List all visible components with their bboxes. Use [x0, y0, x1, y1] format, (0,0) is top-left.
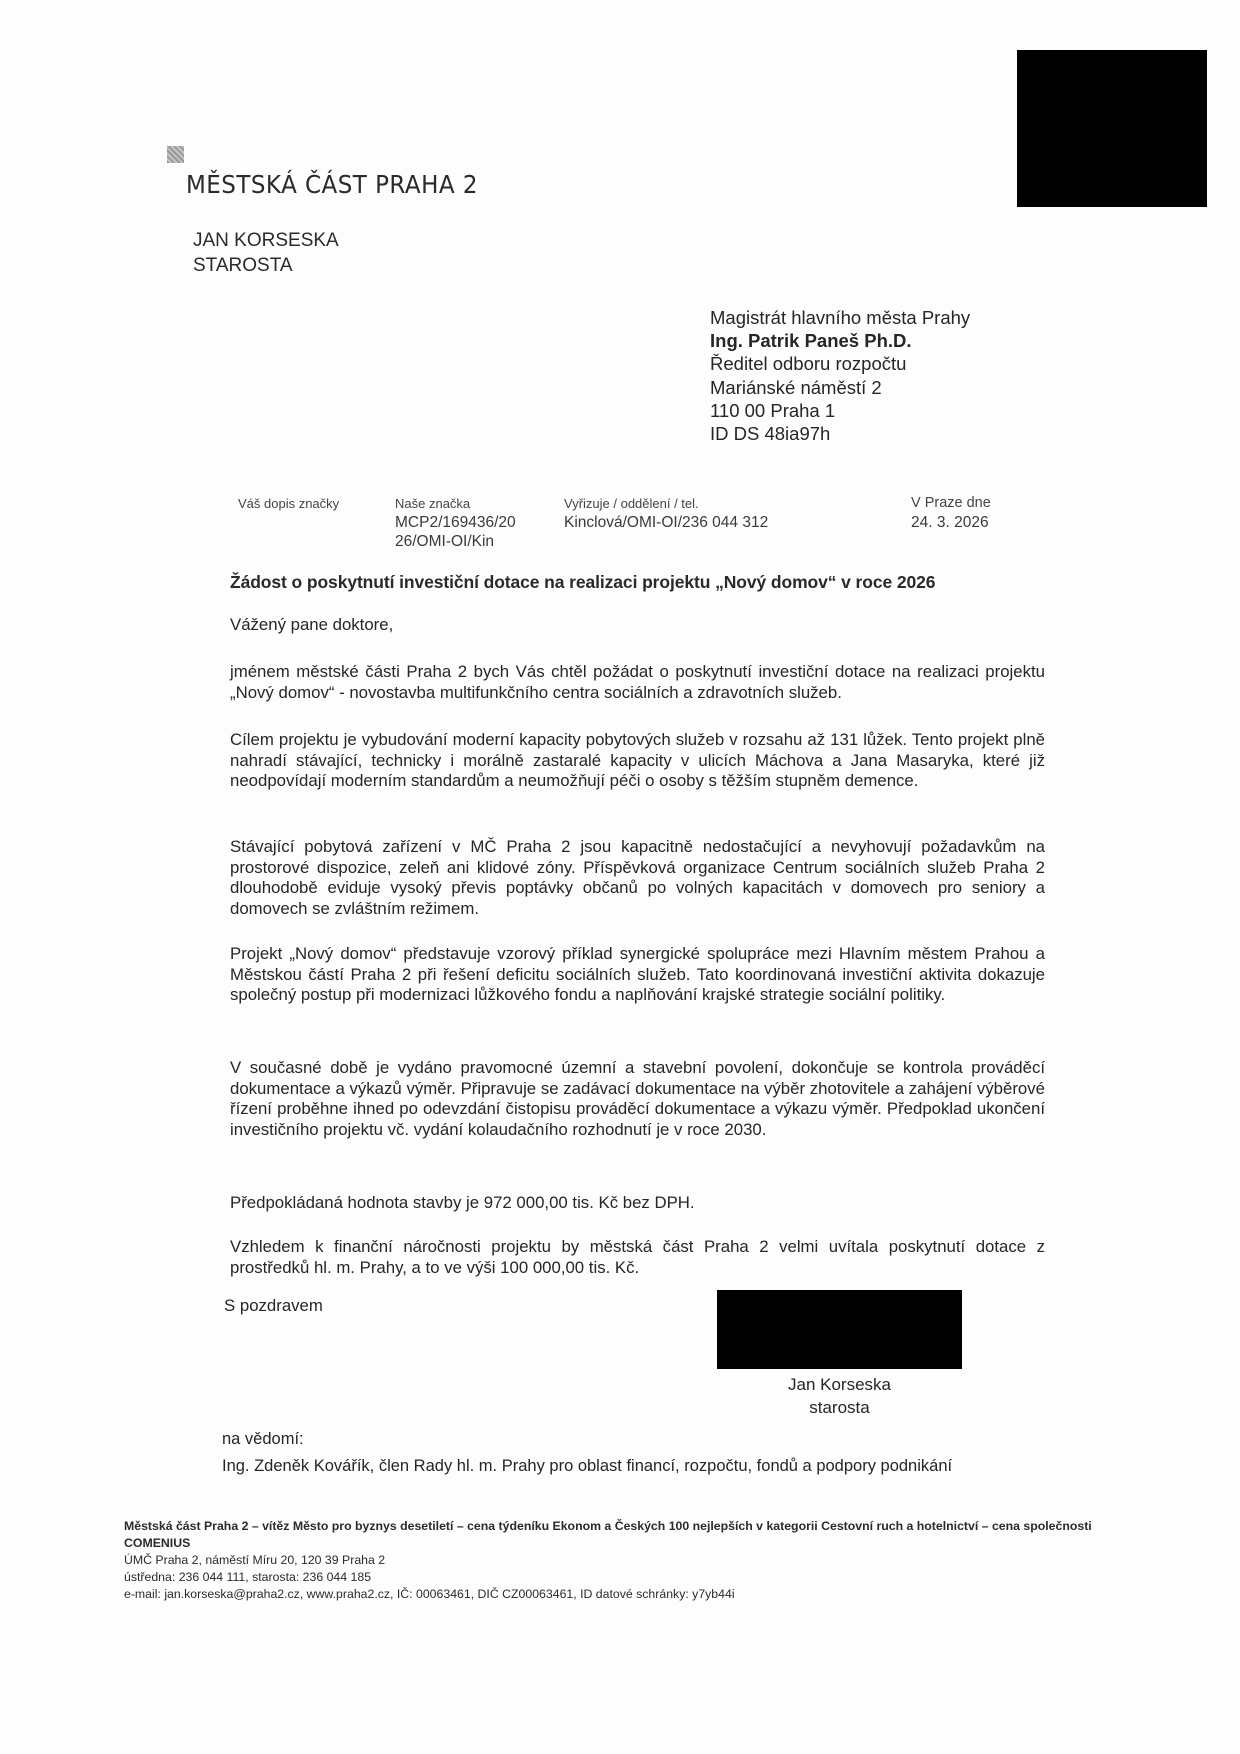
handled-by-value: Kinclová/OMI-OI/236 044 312 — [564, 514, 769, 531]
sender-title: STAROSTA — [193, 255, 293, 276]
paragraph-cooperation: Projekt „Nový domov“ představuje vzorový příklad synergické spolupráce mezi Hlavním městem Prahou a Městskou částí Praha 2 při řešení deficitu sociálních služeb. Tato koordinovaná investiční aktivita dokazuje společný postup při modernizaci lůžkového fondu a naplňování krajské strategie sociální politiky. — [230, 944, 1045, 1004]
letter-subject: Žádost o poskytnutí investiční dotace na realizaci projektu „Nový domov“ v roce 2026 — [230, 572, 936, 592]
our-reference-label: Naše značka — [395, 496, 471, 511]
recipient-name: Ing. Patrik Paneš Ph.D. — [710, 330, 912, 352]
place-date-label: V Praze dne — [911, 495, 991, 511]
redacted-signature — [717, 1290, 962, 1369]
footer-phones: ústředna: 236 044 111, starosta: 236 044 185 — [124, 1570, 372, 1584]
recipient-data-box-id: ID DS 48ia97h — [710, 423, 831, 445]
paragraph-project-goal: Cílem projektu je vybudování moderní kapacity pobytových služeb v rozsahu až 131 lůžek. Tento projekt plně nahradí stávající, technicky i morálně zastaralé kapacity v ulicích Máchova a Jana Masaryka, které již neodpovídají moderním standardům a neumožňují péči o osoby s těžším stupněm demence. — [230, 730, 1045, 790]
place-date — [911, 494, 991, 532]
paragraph-grant-amount: Vzhledem k finanční náročnosti projektu by městská část Praha 2 velmi uvítala poskytnutí dotace z prostředků hl. m. Prahy, a to ve výši 100 000,00 tis. Kč. — [230, 1237, 1045, 1277]
paragraph-status: V současné době je vydáno pravomocné územní a stavební povolení, dokončuje se kontrola prováděcí dokumentace a výkazů výměr. Připravuje se zadávací dokumentace na výběr zhotovitele a zahájení výběrové řízení proběhne ihned po odevzdání čistopisu prováděcí dokumentace a výkazu výměr. Předpoklad ukončení investičního projektu vč. vydání kolaudačního rozhodnutí je v roce 2030. — [230, 1058, 1045, 1139]
your-reference-label: Váš dopis značky — [238, 496, 340, 511]
closing: S pozdravem — [224, 1296, 323, 1315]
organization-title: MĚSTSKÁ ČÁST PRAHA 2 — [186, 170, 478, 199]
salutation: Vážený pane doktore, — [230, 615, 394, 634]
your-reference — [238, 494, 339, 513]
our-reference-value-line1: MCP2/169436/20 — [395, 514, 516, 531]
recipient-address — [710, 306, 970, 445]
signatory-name: Jan Korseska — [788, 1375, 891, 1394]
recipient-role: Ředitel odboru rozpočtu — [710, 353, 907, 375]
paragraph-cost: Předpokládaná hodnota stavby je 972 000,00 tis. Kč bez DPH. — [230, 1193, 695, 1212]
recipient-org: Magistrát hlavního města Prahy — [710, 307, 971, 328]
signature-block — [717, 1373, 962, 1419]
cc-recipient: Ing. Zdeněk Kovářík, člen Rady hl. m. Prahy pro oblast financí, rozpočtu, fondů a podpory podnikání — [222, 1457, 953, 1475]
our-reference-value-line2: 26/OMI-OI/Kin — [395, 533, 495, 550]
cc-label: na vědomí: — [222, 1430, 304, 1448]
handled-by — [564, 494, 768, 532]
footer-address: ÚMČ Praha 2, náměstí Míru 20, 120 39 Praha 2 — [124, 1553, 386, 1567]
coat-of-arms-icon — [167, 146, 184, 163]
letter-footer — [124, 1518, 1124, 1603]
date-value: 24. 3. 2026 — [911, 514, 989, 531]
sender-name: JAN KORSESKA — [193, 230, 339, 251]
signatory-title: starosta — [809, 1398, 870, 1417]
recipient-city: 110 00 Praha 1 — [710, 399, 836, 421]
footer-award: Městská část Praha 2 – vítěz Město pro byznys desetiletí – cena týdeníku Ekonom a Českých 100 nejlepších v kategorii Cestovní ruch a hotelnictví – cena společnosti COMENIUS — [124, 1519, 1092, 1550]
paragraph-current-facilities: Stávající pobytová zařízení v MČ Praha 2 jsou kapacitně nedostačující a nevyhovují požadavkům na prostorové dispozice, zeleň ani klidové zóny. Příspěvková organizace Centrum sociálních služeb Praha 2 dlouhodobě eviduje vysoký převis poptávky občanů po volných kapacitách v domovech pro seniory a domovech se zvláštním režimem. — [230, 837, 1045, 918]
footer-contacts: e-mail: jan.korseska@praha2.cz, www.praha2.cz, IČ: 00063461, DIČ CZ00063461, ID datové schránky: y7yb44i — [124, 1587, 735, 1601]
sender-block — [193, 228, 339, 278]
redacted-block-top-right — [1017, 50, 1207, 207]
handled-by-label: Vyřizuje / oddělení / tel. — [564, 496, 699, 511]
our-reference — [395, 494, 516, 551]
recipient-street: Mariánské náměstí 2 — [710, 376, 882, 398]
paragraph-request: jménem městské části Praha 2 bych Vás chtěl požádat o poskytnutí investiční dotace na realizaci projektu „Nový domov“ - novostavba multifunkčního centra sociálních a zdravotních služeb. — [230, 662, 1045, 702]
